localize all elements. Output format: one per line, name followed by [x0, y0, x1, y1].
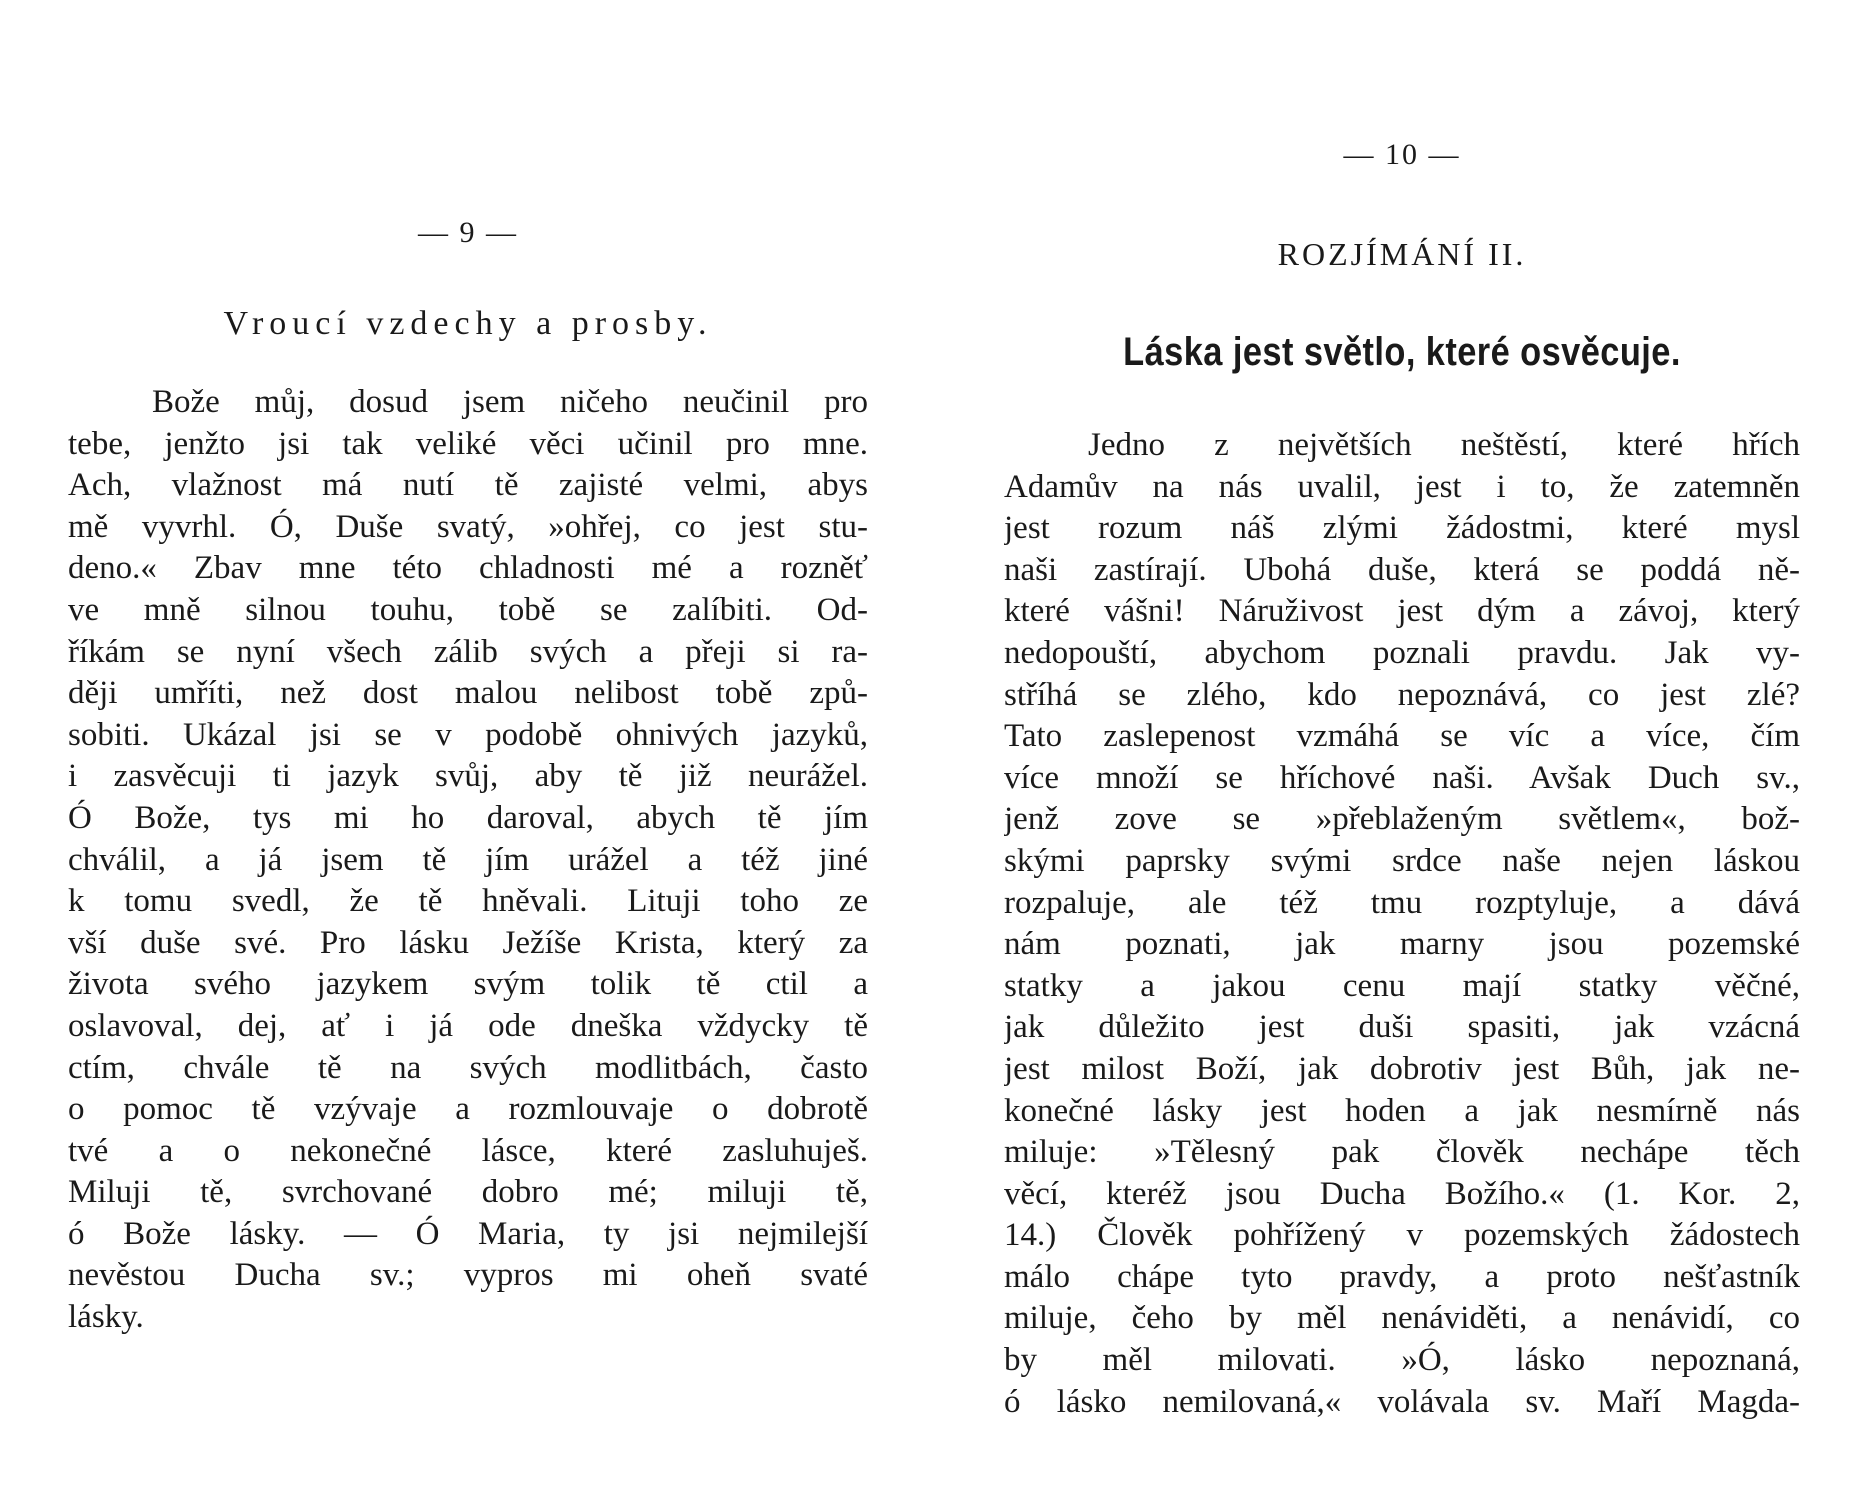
text-line: nevěstou Ducha sv.; vypros mi oheň svaté: [68, 1257, 868, 1294]
text-line: i zasvěcuji ti jazyk svůj, aby tě již neurážel.: [68, 758, 868, 795]
text-line: více množí se hříchové naši. Avšak Duch sv.,: [1004, 759, 1800, 796]
text-line: rozpaluje, ale též tmu rozptyluje, a dává: [1004, 884, 1800, 921]
text-line: Adamův na nás uvalil, jest i to, že zatemněn: [1004, 468, 1800, 505]
text-line: Jedno z největších neštěstí, které hřích: [1088, 427, 1800, 463]
text-line: miluje: »Tělesný pak člověk nechápe těch: [1004, 1134, 1800, 1171]
text-line: lásky.: [68, 1299, 144, 1336]
text-line: Ó Bože, tys mi ho daroval, abych tě jím: [68, 799, 868, 836]
left-page: [68, 0, 868, 1500]
text-line: oslavoval, dej, ať i já ode dneška vždycky tě: [68, 1007, 868, 1044]
prayer-heading: Vroucí vzdechy a prosby.: [223, 305, 713, 342]
text-line: stříhá se zlého, kdo nepoznává, co jest zlé?: [1004, 676, 1800, 713]
text-line: ve mně silnou touhu, tobě se zalíbiti. Od-: [68, 591, 868, 628]
page-number-right: — 10 —: [1343, 138, 1461, 171]
text-line: jest rozum náš zlými žádostmi, které mysl: [1004, 510, 1800, 547]
text-line: ó lásko nemilovaná,« volávala sv. Maří Magda-: [1004, 1383, 1800, 1420]
text-line: nedopouští, abychom poznali pravdu. Jak vy-: [1004, 634, 1800, 671]
text-line: skými paprsky svými srdce naše nejen láskou: [1004, 842, 1800, 879]
text-line: nám poznati, jak marny jsou pozemské: [1004, 926, 1800, 963]
text-line: které vášni! Náruživost jest dým a závoj, který: [1004, 593, 1800, 630]
text-line: jak důležito jest duši spasiti, jak vzácná: [1004, 1009, 1800, 1046]
text-line: věcí, kteréž jsou Ducha Božího.« (1. Kor. 2,: [1004, 1175, 1800, 1212]
meditation-label: ROZJÍMÁNÍ II.: [1277, 236, 1527, 272]
text-line: chválil, a já jsem tě jím urážel a též jiné: [68, 841, 868, 878]
text-line: deno.« Zbav mne této chladnosti mé a rozněť: [68, 550, 868, 587]
text-line: života svého jazykem svým tolik tě ctil a: [68, 966, 868, 1003]
text-line: sobiti. Ukázal jsi se v podobě ohnivých jazyků,: [68, 716, 868, 753]
text-line: tvé a o nekonečné lásce, které zasluhuješ.: [68, 1132, 868, 1169]
chapter-title: Láska jest světlo, které osvěcuje.: [1123, 330, 1681, 374]
text-line: málo chápe tyto pravdy, a proto nešťastník: [1004, 1258, 1800, 1295]
text-line: ó Bože lásky. — Ó Maria, ty jsi nejmilejší: [68, 1215, 868, 1252]
right-page: [1004, 0, 1800, 1500]
text-line: konečné lásky jest hoden a jak nesmírně nás: [1004, 1092, 1800, 1129]
text-line: jest milost Boží, jak dobrotiv jest Bůh, jak ne-: [1004, 1050, 1800, 1087]
text-line: mě vyvrhl. Ó, Duše svatý, »ohřej, co jest stu-: [68, 508, 868, 545]
text-line: naši zastírají. Ubohá duše, která se poddá ně-: [1004, 551, 1800, 588]
text-line: tebe, jenžto jsi tak veliké věci učinil pro mne.: [68, 425, 868, 462]
text-line: vší duše své. Pro lásku Ježíše Krista, který za: [68, 924, 868, 961]
text-line: Ach, vlažnost má nutí tě zajisté velmi, abys: [68, 467, 868, 504]
page-number-left: — 9 —: [418, 216, 518, 249]
text-line: by měl milovati. »Ó, lásko nepoznaná,: [1004, 1342, 1800, 1379]
text-line: ději umříti, než dost malou nelibost tobě způ-: [68, 675, 868, 712]
text-line: 14.) Člověk pohřížený v pozemských žádostech: [1004, 1217, 1800, 1254]
text-line: říkám se nyní všech zálib svých a přeji si ra-: [68, 633, 868, 670]
text-line: statky a jakou cenu mají statky věčné,: [1004, 967, 1800, 1004]
text-line: miluje, čeho by měl nenáviděti, a nenávidí, co: [1004, 1300, 1800, 1337]
text-line: k tomu svedl, že tě hněvali. Lituji toho ze: [68, 883, 868, 920]
meditation-text: [1004, 425, 1800, 1423]
text-line: Bože můj, dosud jsem ničeho neučinil pro: [152, 384, 868, 420]
text-line: jenž zove se »přeblaženým světlem«, bož-: [1004, 801, 1800, 838]
text-line: o pomoc tě vzývaje a rozmlouvaje o dobrotě: [68, 1091, 868, 1128]
prayer-text: [68, 382, 868, 1339]
text-line: Miluji tě, svrchované dobro mé; miluji tě,: [68, 1174, 868, 1211]
text-line: Tato zaslepenost vzmáhá se víc a více, čím: [1004, 718, 1800, 755]
text-line: ctím, chvále tě na svých modlitbách, často: [68, 1049, 868, 1086]
